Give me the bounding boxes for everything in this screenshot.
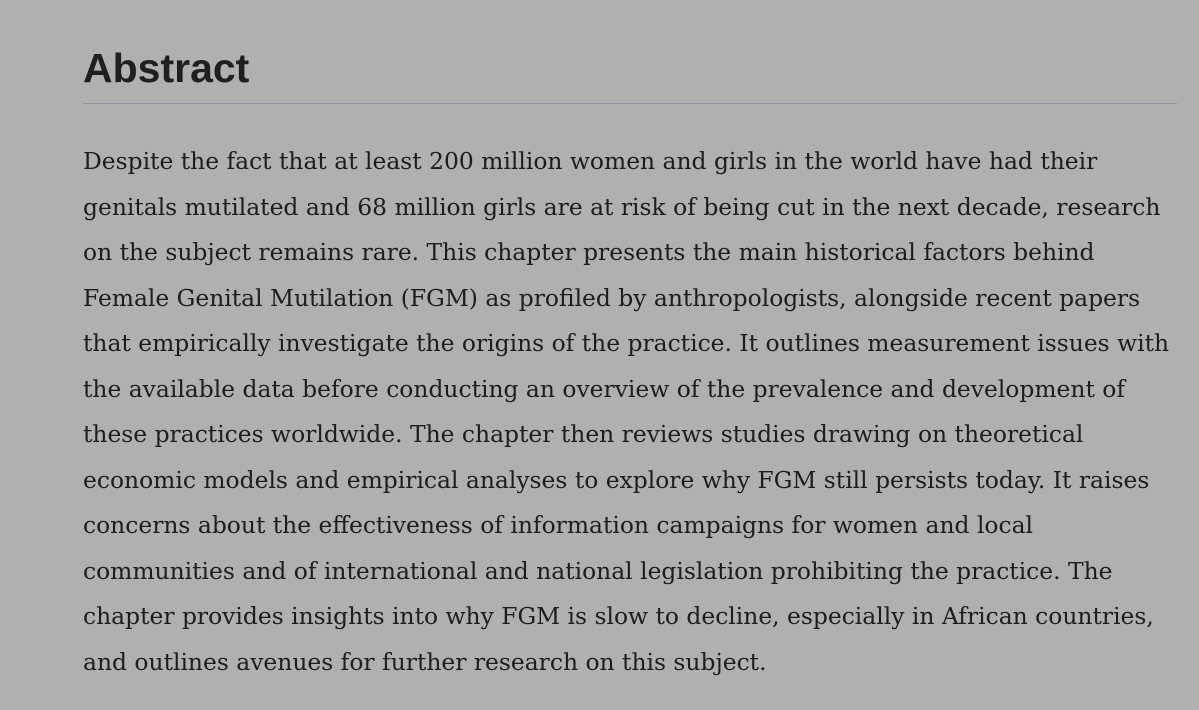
abstract-line: and outlines avenues for further research on this subject.: [83, 647, 767, 676]
abstract-line: the available data before conducting an overview of the prevalence and development of: [83, 374, 1126, 403]
abstract-line: Despite the fact that at least 200 million women and girls in the world have had their: [83, 147, 1098, 175]
abstract-line: Female Genital Mutilation (FGM) as profiled by anthropologists, alongside recent papers: [83, 283, 1141, 312]
heading-divider: [83, 103, 1177, 104]
abstract-heading: Abstract: [83, 45, 250, 91]
abstract-line: that empirically investigate the origins of the practice. It outlines measurement issues with: [83, 329, 1170, 357]
abstract-body: [83, 139, 1193, 685]
abstract-line: on the subject remains rare. This chapter presents the main historical factors behind: [83, 238, 1095, 266]
abstract-line: economic models and empirical analyses to explore why FGM still persists today. It raises: [83, 465, 1150, 494]
abstract-line: genitals mutilated and 68 million girls are at risk of being cut in the next decade, research: [83, 192, 1161, 221]
abstract-line: communities and of international and national legislation prohibiting the practice. The: [83, 556, 1113, 585]
abstract-line: these practices worldwide. The chapter then reviews studies drawing on theoretical: [83, 420, 1084, 448]
abstract-line: concerns about the effectiveness of information campaigns for women and local: [83, 511, 1034, 539]
abstract-line: chapter provides insights into why FGM is slow to decline, especially in African countries,: [83, 602, 1154, 630]
